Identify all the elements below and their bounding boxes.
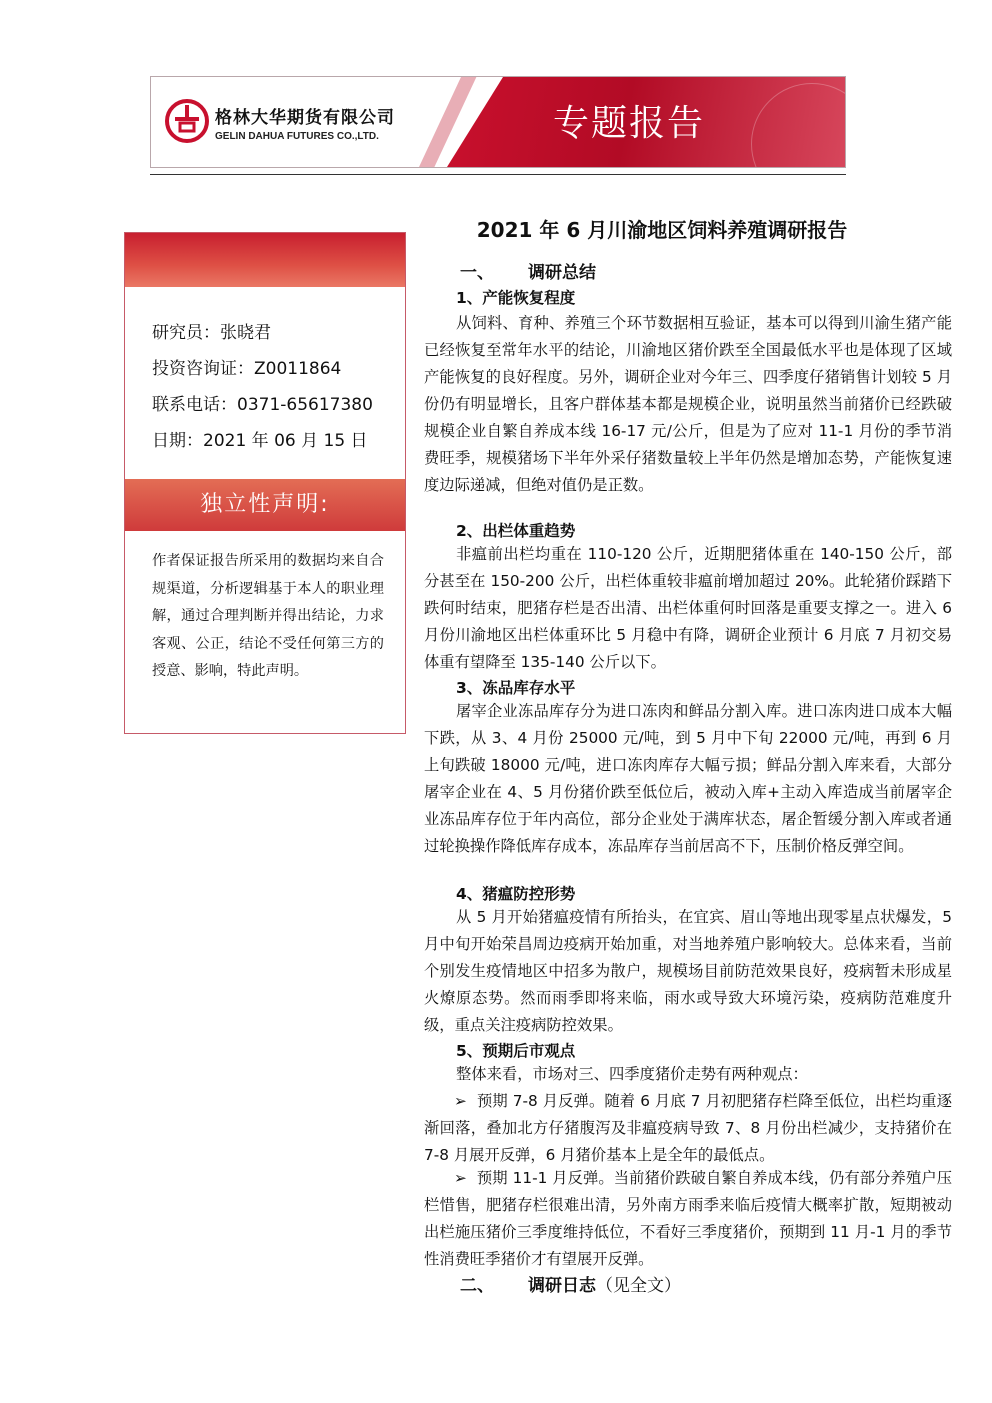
bullet-text: 预期 7-8 月反弹。随着 6 月底 7 月初肥猪存栏降至低位，出栏均重逐渐回落，叠加北方仔猪腹泻及非瘟疫病导致 7、8 月份出栏减少，支持猪价在 7-8 月展开反弹，6 月猪价基本上是全年的最低点。	[424, 1092, 952, 1164]
section-heading-2	[460, 1271, 681, 1296]
header-divider	[150, 174, 846, 175]
section-title: 调研总结	[528, 263, 596, 283]
sidebar-top-band	[125, 233, 405, 287]
arrow-bullet-icon: ➢	[454, 1092, 467, 1110]
declaration-title: 独立性声明:	[125, 479, 405, 531]
paragraph-weight: 非瘟前出栏均重在 110-120 公斤，近期肥猪体重在 140-150 公斤，部分甚至在 150-200 公斤，出栏体重较非瘟前增加超过 20%。此轮猪价踩踏下跌何时结束，肥猪存栏是否出清、出栏体重何时回落是重要支撑之一。进入 6 月份川渝地区出栏体重环比 5 月稳中有降，调研企业预计 6 月底 7 月初交易体重有望降至 135-140 公斤以下。	[424, 545, 952, 671]
banner-title: 专题报告	[553, 103, 706, 144]
bullet-item	[424, 1165, 952, 1273]
author-info	[152, 321, 373, 465]
subheading-capacity: 1、产能恢复程度	[456, 289, 576, 307]
header-banner	[150, 76, 846, 168]
license-line: 投资咨询证：Z0011864	[152, 359, 342, 379]
section-title: 调研日志	[528, 1276, 596, 1296]
paragraph-capacity: 从饲料、育种、养殖三个环节数据相互验证，基本可以得到川渝生猪产能已经恢复至常年水平的结论，川渝地区猪价跌至全国最低水平也是体现了区域产能恢复的良好程度。另外，调研企业对今年三、四季度仔猪销售计划较 5 月份仍有明显增长，且客户群体基本都是规模企业，说明虽然当前猪价已经跌破规模企业自繁自养成本线 16-17 元/公斤，但是为了应对 11-1 月份的季节消费旺季，规模猪场下半年外采仔猪数量较上半年仍然是增加态势，产能恢复速度边际递减，但绝对值仍是正数。	[424, 314, 952, 494]
phone-line: 联系电话：0371-65617380	[152, 395, 373, 415]
company-logo-icon	[165, 99, 209, 143]
report-title: 2021 年 6 月川渝地区饲料养殖调研报告	[476, 218, 848, 242]
subheading-weight: 2、出栏体重趋势	[456, 522, 576, 540]
author-sidebar	[124, 232, 406, 734]
subheading-outlook: 5、预期后市观点	[456, 1042, 576, 1060]
section-number: 一、	[460, 263, 494, 283]
paragraph-inventory: 屠宰企业冻品库存分为进口冻肉和鲜品分割入库。进口冻肉进口成本大幅下跌，从 3、4 月份 25000 元/吨，到 5 月中下旬 22000 元/吨，再到 6 月上旬跌破 18000 元/吨，进口冻肉库存大幅亏损；鲜品分割入库来看，大部分屠宰企业在 4、5 月份猪价跌至低位后，被动入库+主动入库造成当前屠宰企业冻品库存位于年内高位，部分企业处于满库状态，屠企暂缓分割入库或者通过轮换操作降低库存成本，冻品库存当前居高不下，压制价格反弹空间。	[424, 702, 952, 855]
section-number: 二、	[460, 1276, 494, 1296]
declaration-text: 作者保证报告所采用的数据均来自合规渠道，分析逻辑基于本人的职业理解，通过合理判断并得出结论，力求客观、公正，结论不受任何第三方的授意、影响，特此声明。	[152, 553, 384, 679]
subheading-inventory: 3、冻品库存水平	[456, 679, 576, 697]
paragraph-outlook-intro: 整体来看，市场对三、四季度猪价走势有两种观点：	[456, 1065, 808, 1083]
bullet-text: 预期 11-1 月反弹。当前猪价跌破自繁自养成本线，仍有部分养殖户压栏惜售，肥猪存栏很难出清，另外南方雨季来临后疫情大概率扩散，短期被动出栏施压猪价三季度维持低位，不看好三季度猪价，预期到 11 月-1 月的季节性消费旺季猪价才有望展开反弹。	[424, 1169, 952, 1268]
arrow-bullet-icon: ➢	[454, 1169, 467, 1187]
company-name-en: GELIN DAHUA FUTURES CO.,LTD.	[215, 131, 379, 142]
date-line: 日期：2021 年 06 月 15 日	[152, 431, 368, 451]
researcher-line: 研究员：张晓君	[152, 323, 271, 343]
subheading-disease: 4、猪瘟防控形势	[456, 885, 576, 903]
company-name-cn: 格林大华期货有限公司	[215, 108, 395, 128]
paragraph-disease: 从 5 月开始猪瘟疫情有所抬头，在宜宾、眉山等地出现零星点状爆发，5 月中旬开始荣昌周边疫病开始加重，对当地养殖户影响较大。总体来看，当前个别发生疫情地区中招多为散户，规模场目前防范效果良好，疫病暂未形成星火燎原态势。然而雨季即将来临，雨水或导致大环境污染，疫病防范难度升级，重点关注疫病防控效果。	[424, 908, 952, 1034]
bullet-item	[424, 1088, 952, 1169]
section-heading-1	[460, 258, 596, 283]
section-note: （见全文）	[596, 1276, 681, 1296]
